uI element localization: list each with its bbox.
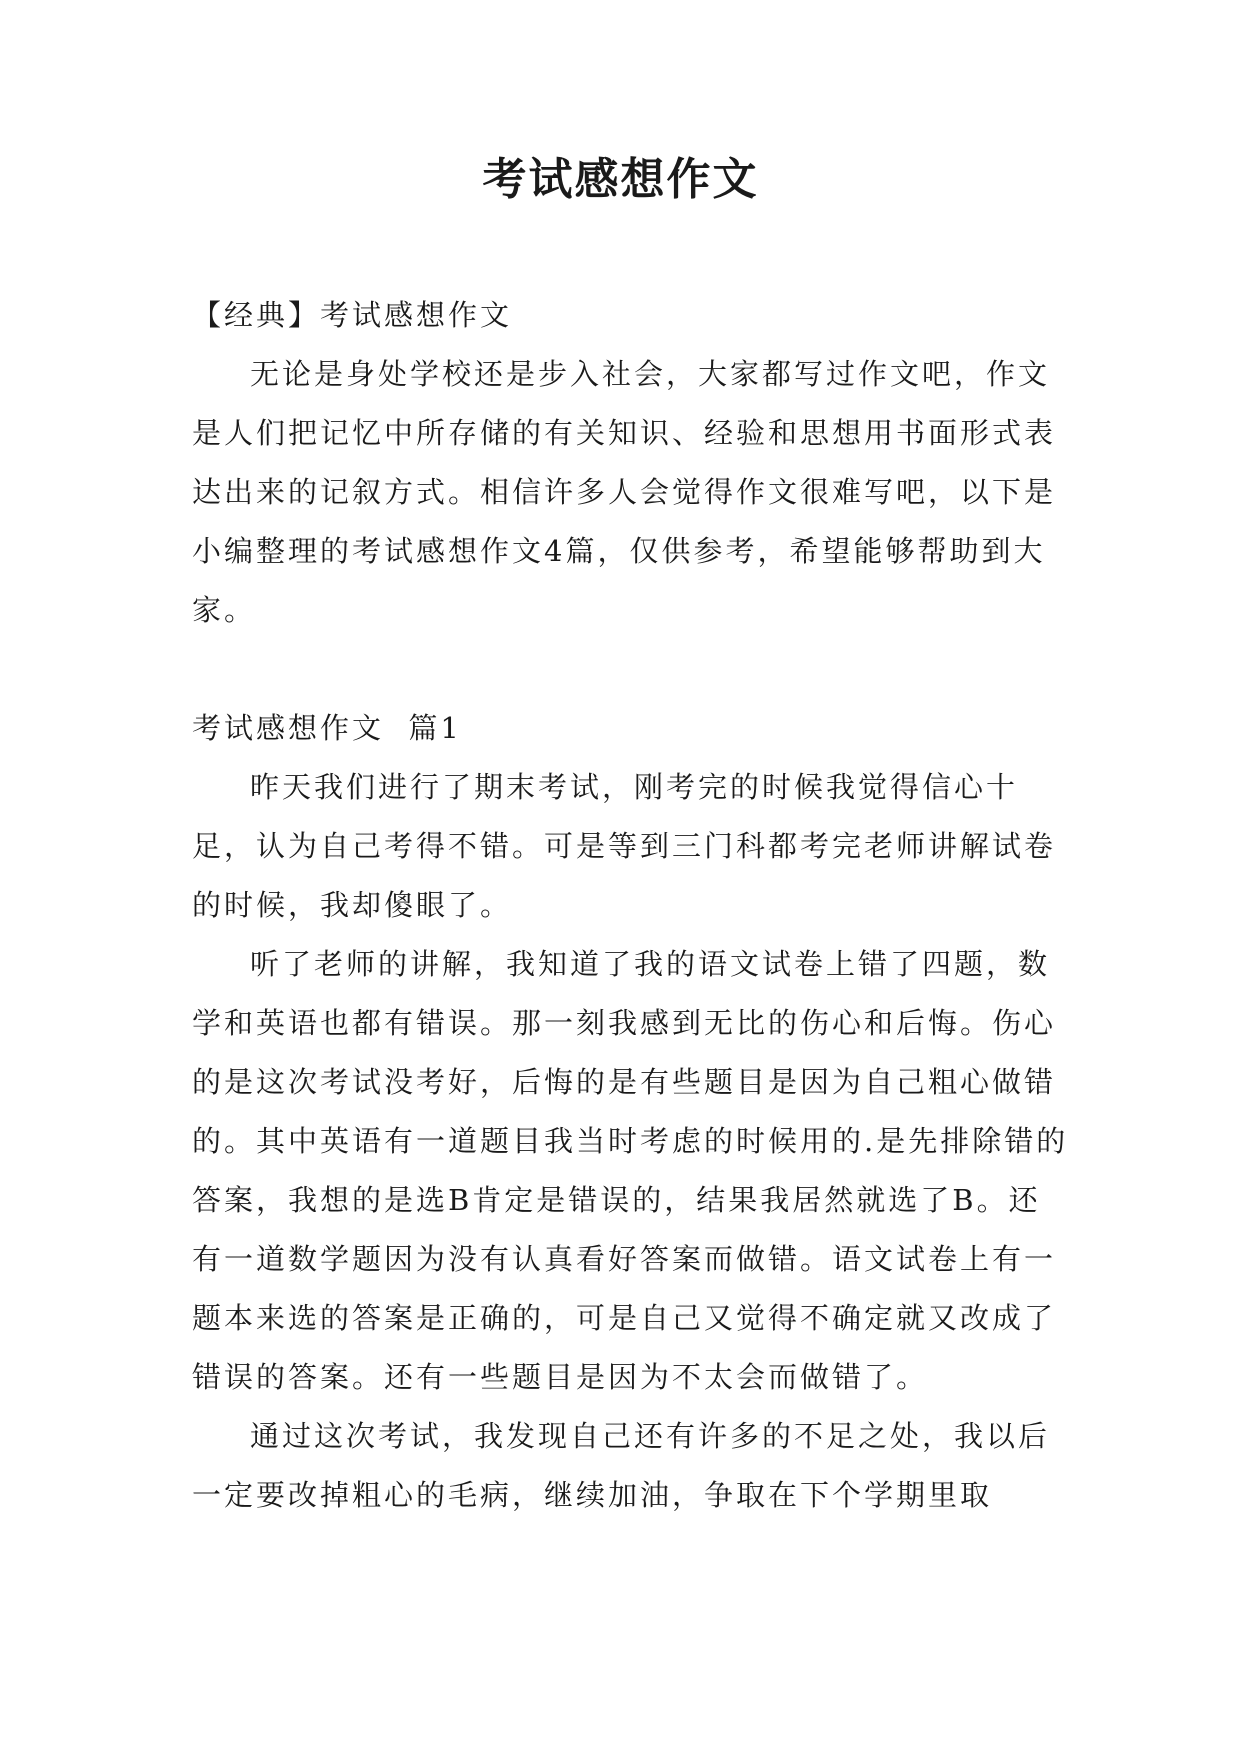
intro-paragraph: 无论是身处学校还是步入社会，大家都写过作文吧，作文是人们把记忆中所存储的有关知识、经验和思想用书面形式表达出来的记叙方式。相信许多人会觉得作文很难写吧，以下是小编整理的考试感想作文4篇，仅供参考，希望能够帮助到大家。 <box>192 357 1057 627</box>
document-body <box>192 286 1072 1525</box>
section-heading: 考试感想作文 篇1 <box>192 711 462 745</box>
body-paragraph-2: 听了老师的讲解，我知道了我的语文试卷上错了四题，数学和英语也都有错误。那一刻我感到无比的伤心和后悔。伤心的是这次考试没考好，后悔的是有些题目是因为自己粗心做错的。其中英语有一道题目我当时考虑的时候用的.是先排除错的答案，我想的是选B肯定是错误的，结果我居然就选了B。还有一道数学题因为没有认真看好答案而做错。语文试卷上有一题本来选的答案是正确的，可是自己又觉得不确定就又改成了错误的答案。还有一些题目是因为不太会而做错了。 <box>192 947 1069 1394</box>
body-paragraph-3: 通过这次考试，我发现自己还有许多的不足之处，我以后一定要改掉粗心的毛病，继续加油，争取在下个学期里取 <box>192 1419 1051 1512</box>
section-gap <box>192 640 1072 699</box>
document-subtitle: 【经典】考试感想作文 <box>192 298 513 332</box>
body-paragraph-1: 昨天我们进行了期末考试，刚考完的时候我觉得信心十足，认为自己考得不错。可是等到三门科都考完老师讲解试卷的时候，我却傻眼了。 <box>192 770 1057 922</box>
document-title: 考试感想作文 <box>482 154 759 205</box>
